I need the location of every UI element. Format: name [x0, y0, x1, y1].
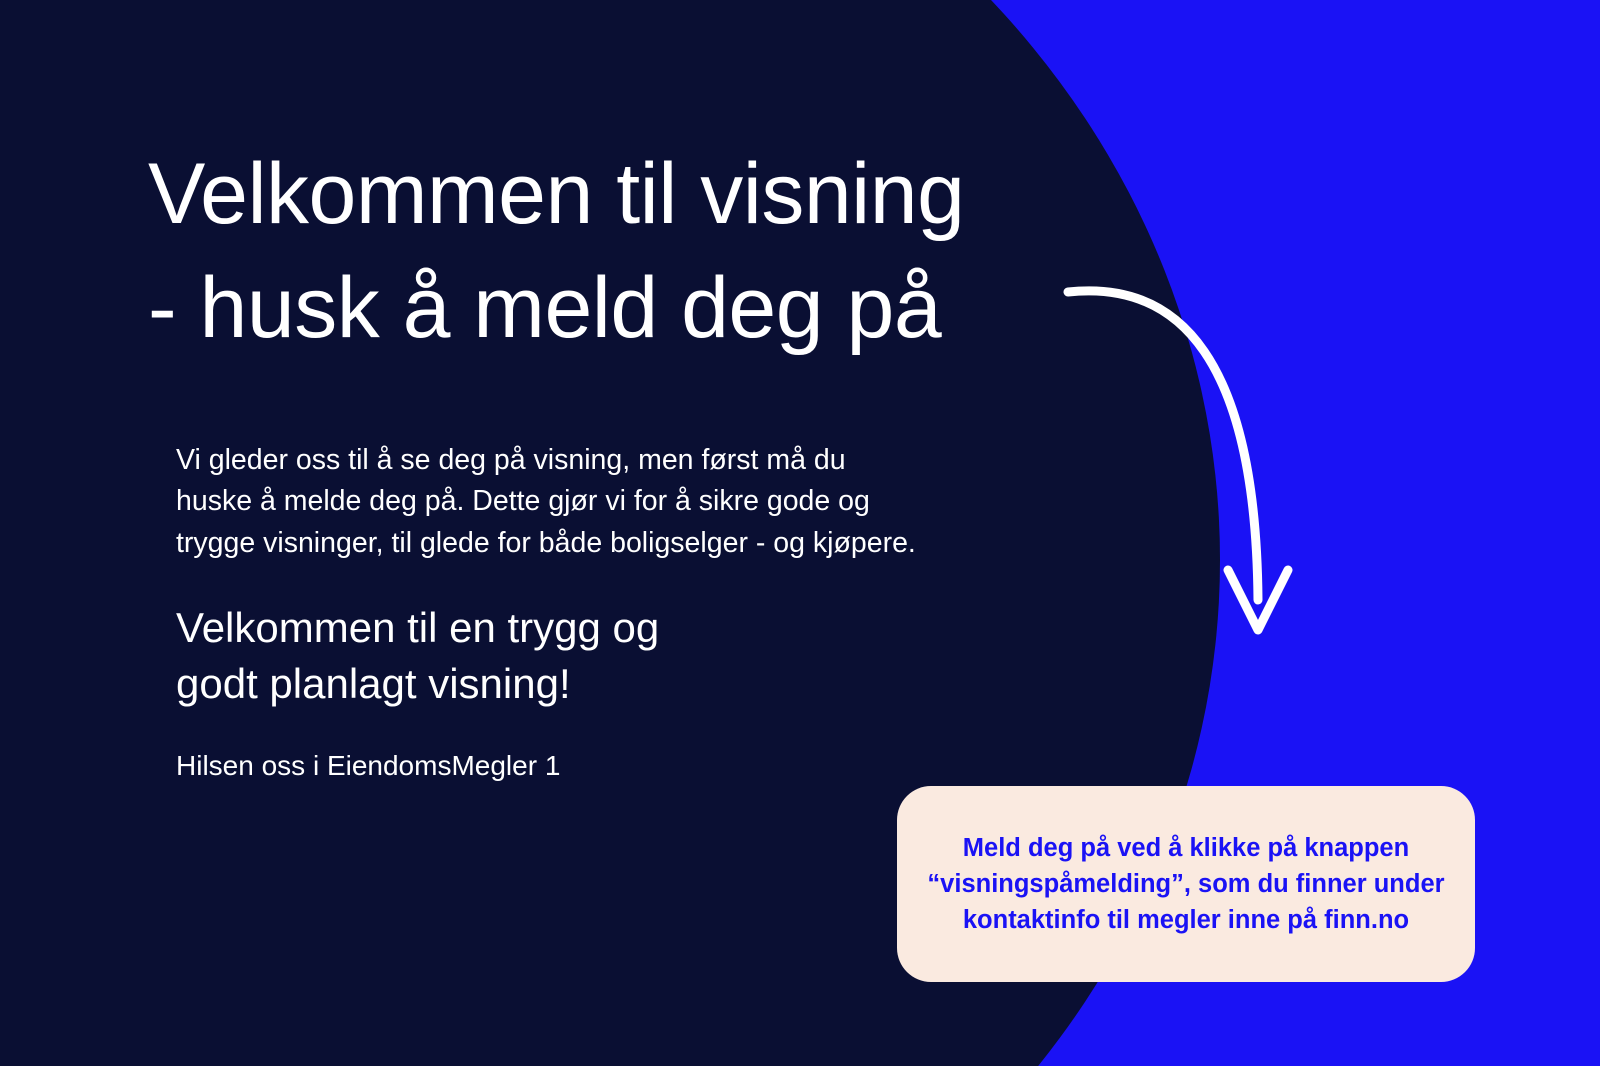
- callout-line-1: Meld deg på ved å klikke på knappen: [962, 833, 1410, 862]
- headline-line-1: Velkommen til visning: [148, 146, 965, 242]
- page-title: [148, 138, 1108, 365]
- body-line-3: trygge visninger, til glede for både boligselger - og kjøpere.: [176, 526, 916, 559]
- subheading: [176, 600, 1076, 712]
- subhead-line-2: godt planlagt visning!: [176, 659, 571, 707]
- signature-text: Hilsen oss i EiendomsMegler 1: [176, 750, 561, 781]
- body-line-1: Vi gleder oss til å se deg på visning, men først må du: [176, 444, 846, 476]
- callout-box: [897, 786, 1475, 982]
- body-line-2: huske å melde deg på. Dette gjør vi for å sikre gode og: [176, 485, 870, 518]
- body-paragraph: [176, 440, 1056, 564]
- callout-line-3: kontaktinfo til megler inne på finn.no: [962, 906, 1410, 935]
- headline-line-2: - husk å meld deg på: [148, 259, 942, 356]
- subhead-line-1: Velkommen til en trygg og: [176, 604, 660, 651]
- callout-line-2: “visningspåmelding”, som du finner under: [927, 869, 1445, 898]
- callout-text: [905, 830, 1466, 939]
